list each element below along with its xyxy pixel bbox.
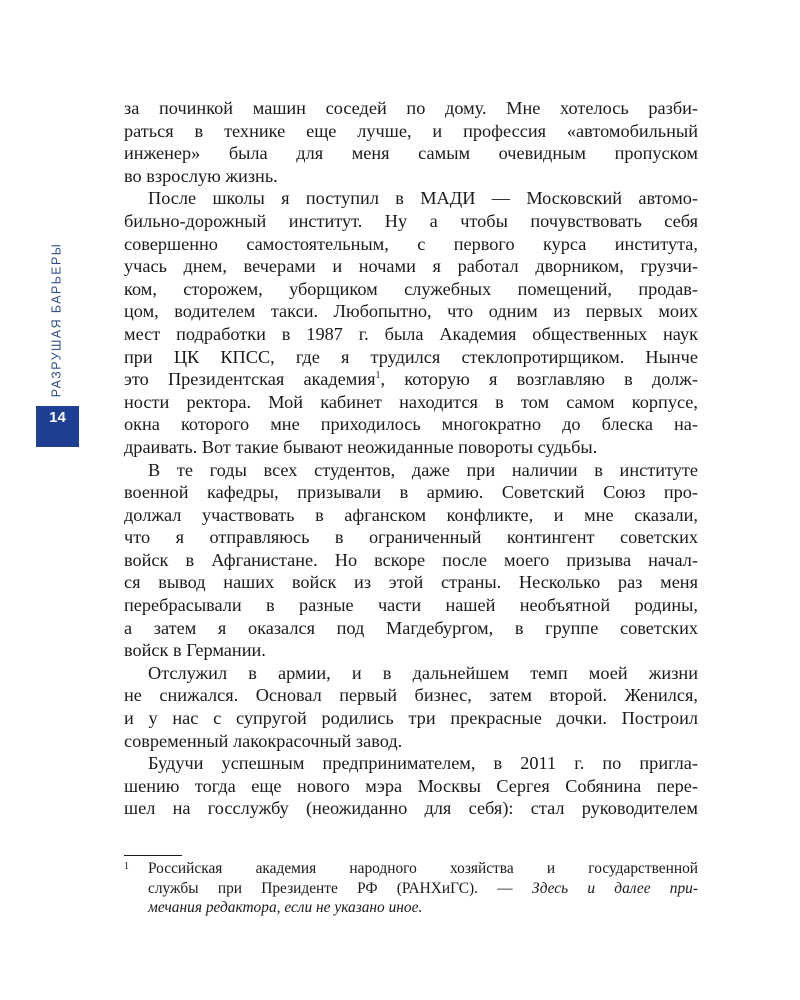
text-line: перебрасывали в разные части нашей необъятной родины, (124, 595, 698, 616)
text-line: окна которого мне приходилось многократно до блеска на- (124, 414, 698, 435)
footnote (148, 859, 698, 918)
text-line: не снижался. Основал первый бизнес, затем второй. Женился, (124, 685, 698, 706)
text-line: драивать. Вот такие бывают неожиданные повороты судьбы. (124, 436, 598, 457)
text-line: ся вывод наших войск из этой страны. Несколько раз меня (124, 572, 698, 593)
footnote-divider (124, 855, 182, 856)
text-line: за починкой машин соседей по дому. Мне хотелось разби- (124, 98, 698, 118)
footnote-reference: 1 (375, 370, 381, 382)
footnote-italic-segment: Здесь и далее при- (531, 879, 698, 897)
text-line: войск в Афганистане. Но вскоре после моего призыва начал- (124, 549, 698, 570)
text-line: и у нас с супругой родились три прекрасные дочки. Построил (124, 708, 698, 729)
footnote-marker: 1 (124, 861, 129, 872)
page-number: 14 (49, 409, 66, 426)
running-header-text: РАЗРУШАЯ БАРЬЕРЫ (49, 242, 63, 398)
footnote-line: Российская академия народного хозяйства и государственной (148, 860, 698, 877)
text-line: Отслужил в армии, и в дальнейшем темп моей жизни (148, 662, 698, 683)
text-line: должал участвовать в афганском конфликте, и мне сказали, (124, 504, 698, 525)
text-line: ком, сторожем, уборщиком служебных помещений, продав- (124, 278, 698, 299)
text-line: шению тогда еще нового мэра Москвы Сергея Собянина пере- (124, 775, 698, 796)
text-line: шел на госслужбу (неожиданно для себя): стал руководителем (124, 798, 698, 819)
body-text (124, 97, 698, 820)
text-line: современный лакокрасочный завод. (124, 730, 403, 751)
text-line: В те годы всех студентов, даже при наличии в институте (148, 459, 698, 480)
running-header (46, 242, 66, 398)
text-line: что я отправляюсь в ограниченный контингент советских (124, 527, 698, 548)
text-line: инженер» была для меня самым очевидным пропуском (124, 143, 698, 164)
footnote-segment: службы при Президенте РФ (РАНХиГС). — (148, 879, 532, 897)
page-number-badge (36, 406, 79, 447)
text-line: совершенно самостоятельным, с первого курса института, (124, 233, 698, 254)
text-line: учась днем, вечерами и ночами я работал дворником, грузчи- (124, 256, 698, 277)
text-line: мест подработки в 1987 г. была Академия общественных наук (124, 323, 698, 344)
text-line: цом, водителем такси. Любопытно, что одним из первых моих (124, 301, 698, 322)
text-segment: это Президентская академия (124, 369, 376, 390)
text-line: а затем я оказался под Магдебургом, в группе советских (124, 617, 698, 638)
footnote-line (148, 879, 698, 899)
text-line: во взрослую жизнь. (124, 165, 278, 186)
text-line: бильно-дорожный институт. Ну а чтобы почувствовать себя (124, 210, 698, 231)
text-line: военной кафедры, призывали в армию. Советский Союз про- (124, 482, 698, 503)
text-line: Будучи успешным предпринимателем, в 2011 г. по пригла- (148, 753, 698, 774)
text-line: войск в Германии. (124, 640, 266, 661)
text-line: ности ректора. Мой кабинет находится в том самом корпусе, (124, 391, 698, 412)
text-line: раться в технике еще лучше, и профессия «автомобильный (124, 120, 698, 141)
text-line: при ЦК КПСС, где я трудился стеклопротирщиком. Нынче (124, 346, 698, 367)
text-line: После школы я поступил в МАДИ — Московский автомо- (148, 188, 698, 209)
text-line (124, 368, 698, 391)
text-segment: , которую я возглавляю в долж- (380, 369, 698, 390)
footnote-line: мечания редактора, если не указано иное. (148, 899, 423, 916)
